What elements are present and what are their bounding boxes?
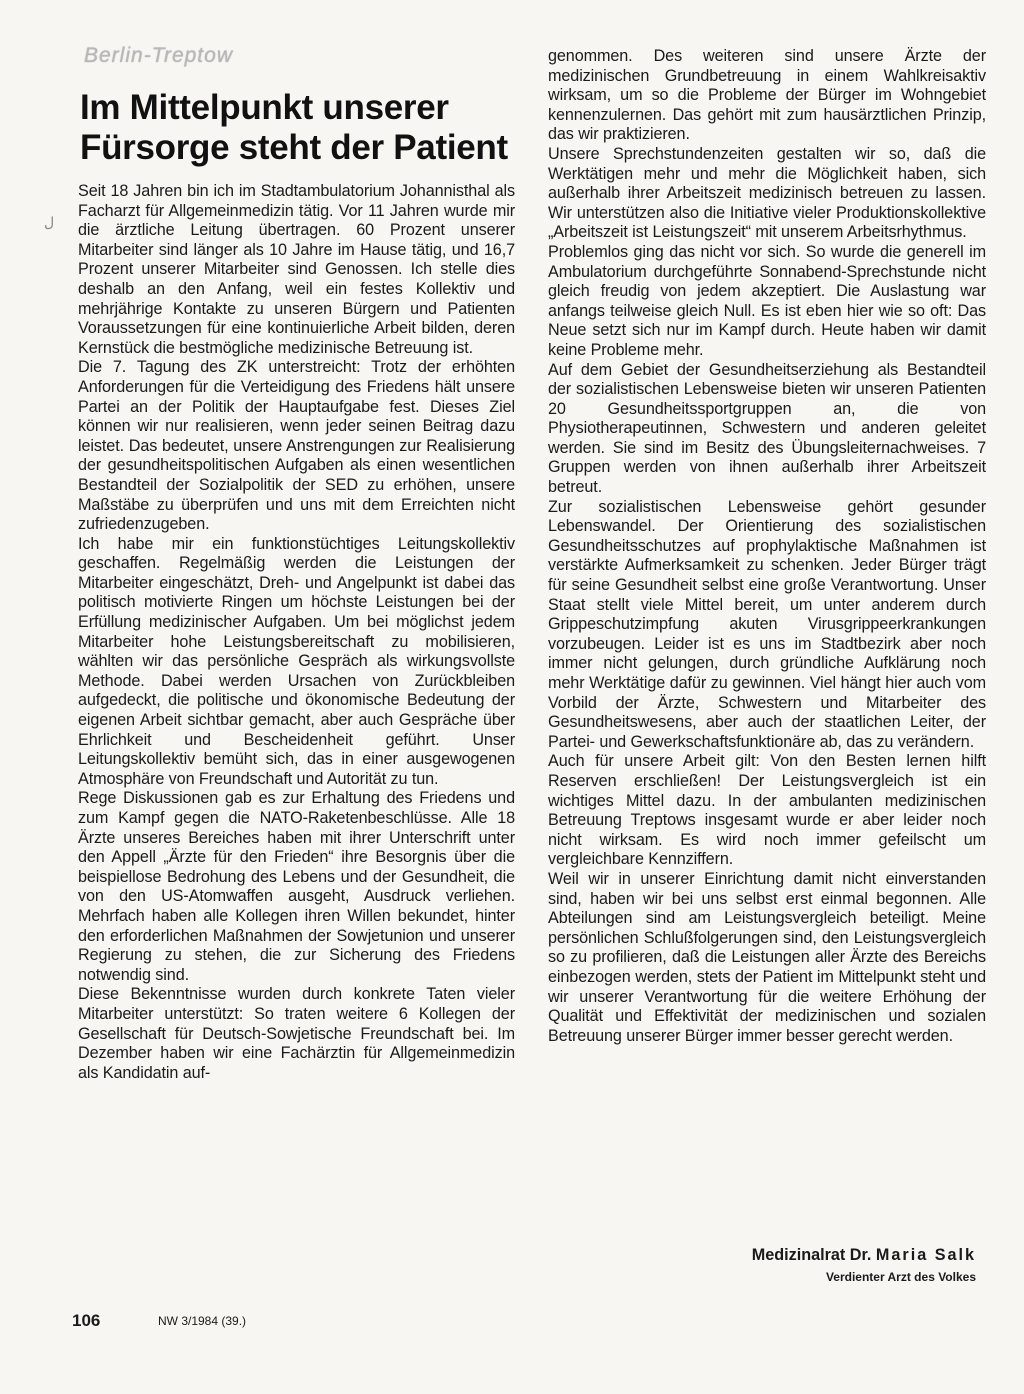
issue-label: NW 3/1984 (39.) [158,1314,247,1328]
paragraph: Ich habe mir ein funktionstüchtiges Leitungskollektiv geschaffen. Regelmäßig werden die Leistungen der Mitarbeiter eingeschätzt, Dreh- und Angelpunkt ist dabei das politisch motivierte Ringen um höchste Leistungen bei der Erfüllung medizinischer Aufgaben. Um bei möglichst jedem Mitarbeiter hohe Leistungsbereitschaft zu mobilisieren, wählten wir das persönliche Gespräch als wirkungsvollste Methode. Dabei werden Ursachen von Zurückbleiben aufgedeckt, die politische und ökonomische Bedeutung der eigenen Arbeit sichtbar gemacht, aber auch Gespräche über Ehrlichkeit und Bescheidenheit geführt. Unser Leitungskollektiv bemüht sich, das in einer ausgewogenen Atmosphäre von Freundschaft und Autorität zu tun. [78,534,515,788]
paragraph: Auch für unsere Arbeit gilt: Von den Besten lernen hilft Reserven erschließen! Der Leistungsvergleich ist ein wichtiges Mittel dazu. In der ambulanten medizinischen Betreuung Treptows insgesamt wurde er aber leider noch nicht wirksam. Es wird noch immer gefeilscht um vergleichbare Kennziffern. [548,752,986,869]
author-name-line [700,1245,976,1265]
paragraph: Weil wir in unserer Einrichtung damit nicht einverstanden sind, haben wir bei uns selbst erst einmal begonnen. Alle Abteilungen sind am Leistungsvergleich beteiligt. Meine persönlichen Schlußfolgerungen sind, den Leistungsvergleich so zu profilieren, daß die Leistungen aller Ärzte des Bereichs einbezogen werden, stets der Patient im Mittelpunkt steht und wir unserer Verantwortung für die weitere Erhöhung der Qualität und Effektivität der medizinischen und sozialen Betreuung unserer Bürger immer besser gerecht werden. [548,869,986,1045]
author-name: Maria Salk [875,1246,976,1264]
paragraph: genommen. Des weiteren sind unsere Ärzte der medizinischen Grundbetreuung in einem Wahlkreisaktiv wirksam, um so die Probleme der Bürger im Wohngebiet kennenzulernen. Das gehört mit zum hausärztlichen Prinzip, das wir praktizieren. [548,47,986,144]
author-title: Verdienter Arzt des Volkes [825,1270,976,1284]
left-column [78,182,515,1083]
paragraph: Unsere Sprechstundenzeiten gestalten wir so, daß die Werktätigen mehr und mehr die Möglichkeit haben, sich außerhalb ihrer Arbeitszeit medizinisch betreuen zu lassen. Wir unterstützen also die Initiative vieler Produktionskollektive „Arbeitszeit ist Leistungszeit“ mit unserem Arbeitsrhythmus. [548,144,986,242]
paragraph: Problemlos ging das nicht vor sich. So wurde die generell im Ambulatorium durchgeführte Sonnabend-Sprechstunde nicht gleich freudig von jedem akzeptiert. Die Auslastung war anfangs teilweise gleich Null. Es ist eben hier wie so oft: Das Neue setzt sich nur im Kampf durch. Heute haben wir damit keine Probleme mehr. [548,242,986,359]
right-column [548,47,986,1046]
paragraph: Zur sozialistischen Lebensweise gehört gesunder Lebenswandel. Der Orientierung des sozialistischen Gesundheitsschutzes auf prophylaktische Maßnahmen ist verstärkte Aufmerksamkeit zu schenken. Jeder Bürger trägt für seine Gesundheit selbst eine große Verantwortung. Unser Staat stellt viele Mittel bereit, um unter anderem durch Grippeschutzimpfung akuten Virusgrippeerkrankungen vorzubeugen. Leider ist es uns im Stadtbezirk aber noch immer nicht gelungen, durch gründliche Aufklärung noch mehr Werktätige dafür zu gewinnen. Viel hängt hier auch vom Vorbild der Ärzte, Schwestern und Mitarbeiter des Gesundheitswesens, aber auch der staatlichen Leiter, der Partei- und Gewerkschaftsfunktionäre ab, das zu verändern. [548,497,986,751]
margin-mark: ل [44,214,55,230]
author-prefix: Medizinalrat Dr. [751,1246,876,1264]
paragraph: Auf dem Gebiet der Gesundheitserziehung als Bestandteil der sozialistischen Lebensweise bieten wir unseren Patienten 20 Gesundheitssportgruppen an, die von Physiotherapeutinnen, Schwestern und anderen geleitet werden. Sie sind im Besitz des Übungsleiternachweises. 7 Gruppen werden von ihnen außerhalb ihrer Arbeitszeit betreut. [548,360,986,497]
location-kicker: Berlin-Treptow [84,44,233,67]
paragraph: Rege Diskussionen gab es zur Erhaltung des Friedens und zum Kampf gegen die NATO-Raketenbeschlüsse. Alle 18 Ärzte unseres Bereiches haben mit ihrer Unterschrift unter den Appell „Ärzte für den Frieden“ ihre Besorgnis über die beispiellose Bedrohung des Lebens und der Gesundheit, die von den US-Atomwaffen ausgeht, Ausdruck verliehen. Mehrfach haben alle Kollegen ihren Willen bekundet, hinter den erforderlichen Maßnahmen der Sowjetunion und unserer Regierung zu stehen, die zur Sicherung des Friedens notwendig sind. [78,789,515,984]
paragraph: Seit 18 Jahren bin ich im Stadtambulatorium Johannisthal als Facharzt für Allgemeinmedizin tätig. Vor 11 Jahren wurde mir die ärztliche Leitung übertragen. 60 Prozent unserer Mitarbeiter sind länger als 10 Jahre im Hause tätig, und 16,7 Prozent unserer Mitarbeiter sind Genossen. Ich stelle dies deshalb an den Anfang, weil ein festes Kollektiv und mehrjährige Kontakte zu unseren Bürgern und Patienten Voraussetzungen für eine kontinuierliche Arbeit bilden, deren Kernstück die bestmögliche medizinische Betreuung ist. [78,182,515,357]
page-number: 106 [72,1311,101,1330]
paragraph: Die 7. Tagung des ZK unterstreicht: Trotz der erhöhten Anforderungen für die Verteidigung des Friedens hält unsere Partei an der Politik der Hauptaufgabe fest. Dieses Ziel können wir nur realisieren, wenn jeder seinen Beitrag dazu leistet. Das bedeutet, unsere Anstrengungen zur Realisierung der gesundheitspolitischen Aufgaben als einen wesentlichen Bestandteil der Sozialpolitik der SED zu erhöhen, unsere Maßstäbe zu überprüfen und uns mit dem Erreichten nicht zufriedenzugeben. [78,358,515,534]
article-headline: Im Mittelpunkt unserer Fürsorge steht der Patient [80,88,508,167]
author-signature [700,1245,976,1285]
paragraph: Diese Bekenntnisse wurden durch konkrete Taten vieler Mitarbeiter unterstützt: So traten weitere 6 Kollegen der Gesellschaft für Deutsch-Sowjetische Freundschaft bei. Im Dezember haben wir eine Fachärztin für Allgemeinmedizin als Kandidatin auf- [78,985,515,1082]
